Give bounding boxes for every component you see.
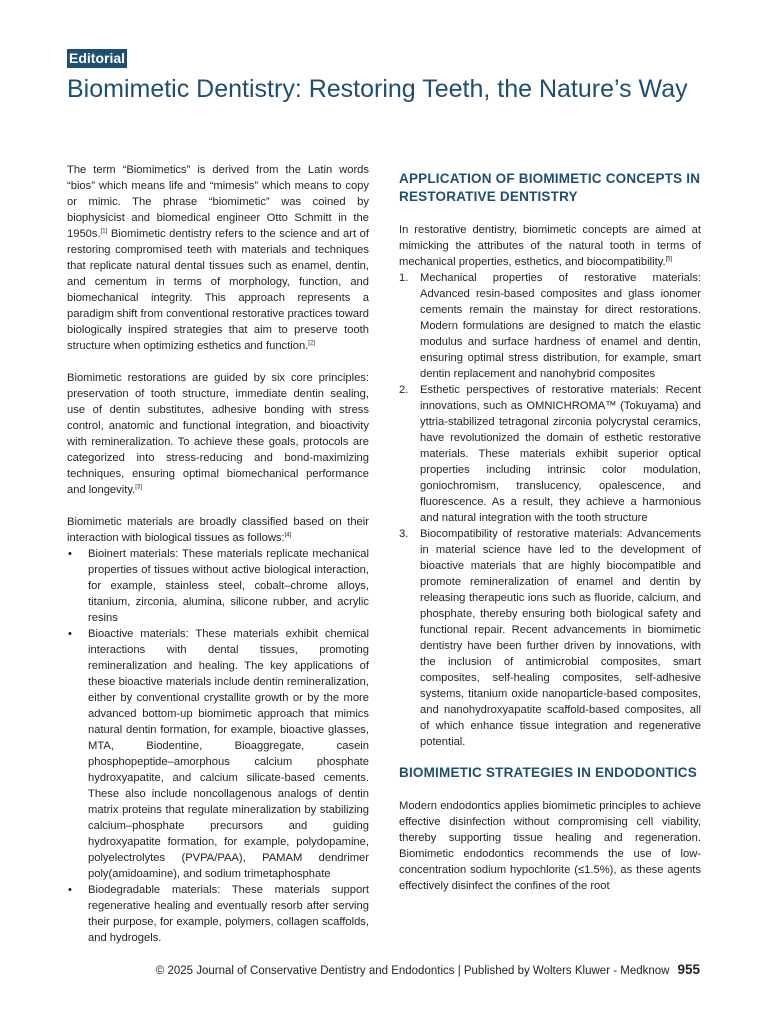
page-number: 955 (677, 962, 700, 977)
classification-paragraph (67, 514, 369, 546)
page-footer (0, 962, 700, 979)
intro-paragraph (67, 162, 369, 354)
item-text: Mechanical properties of restorative materials: Advanced resin-based composites and glass ionomer cements remain the mainstay for direct restorations. Modern formulations are designed to match the elastic modulus and surface hardness of enamel and dentin, ensuring optimal stress distribution, for example, smart dentin replacement and nanohybrid composites (420, 272, 701, 380)
bullet-marker: • (68, 548, 72, 560)
restorative-numbered-list (399, 270, 701, 750)
bullet-item-bioinert (67, 546, 369, 626)
item-text: Biocompatibility of restorative materials: Advancements in material science have led to the development of bioactive materials that are highly biocompatible and promote remineralization of enamel and dentin by releasing therapeutic ions such as fluoride, calcium, and phosphate, thereby ensuring both biological safety and functional repair. Recent advancements in biomimetic dentistry have been further driven by innovations, with the inclusion of antimicrobial composites, smart composites, self-healing composites, self-adhesive systems, titanium oxide nanoparticle-based composites, and nanohydroxyapatite scaffold-based composites, all of which enhance tissue integration and regenerative potential. (420, 528, 701, 748)
numbered-item-biocompatibility (399, 526, 701, 750)
right-column (399, 162, 701, 894)
restorative-intro-paragraph (399, 222, 701, 270)
bullet-item-biodegradable (67, 882, 369, 946)
materials-bullet-list (67, 546, 369, 946)
section-heading-restorative: APPLICATION OF BIOMIMETIC CONCEPTS IN RESTORATIVE DENTISTRY (399, 171, 701, 204)
item-text: Esthetic perspectives of restorative materials: Recent innovations, such as OMNICHROMA™ (Tokuyama) and yttria-stabilized tetragonal zirconia polycrystal ceramics, have revolutionized the domain of esthetic restorative materials. These materials exhibit superior optical properties including intrinsic color modulation, goniochromism, translucency, opalescence, and fluorescence. As a result, they achieve a harmonious and natural integration with the tooth structure (420, 384, 701, 524)
intro-text: The term “Biomimetics” is derived from the Latin words “bios” which means life and “mimesis” which means to copy or mimic. The phrase “biomimetic” was coined by biophysicist and biomedical engineer Otto Schmitt in the 1950s. (67, 164, 369, 240)
citation-ref: [5] (665, 256, 673, 263)
numbered-item-esthetic (399, 382, 701, 526)
item-number: 3. (399, 528, 409, 540)
bullet-text: Bioinert materials: These materials replicate mechanical properties of tissues without active biological interaction, for example, stainless steel, cobalt–chrome alloys, titanium, zirconia, alumina, silicone rubber, and acrylic resins (88, 548, 369, 624)
numbered-item-mechanical (399, 270, 701, 382)
left-column (67, 162, 369, 946)
item-number: 2. (399, 384, 409, 396)
citation-ref: [4] (284, 532, 292, 539)
bullet-marker: • (68, 628, 72, 640)
classification-text: Biomimetic materials are broadly classified based on their interaction with biological tissues as follows: (67, 516, 369, 544)
copyright-text: © 2025 Journal of Conservative Dentistry and Endodontics | Published by Wolters Kluwer - Medknow (155, 965, 670, 977)
item-number: 1. (399, 272, 409, 284)
bullet-text: Bioactive materials: These materials exhibit chemical interactions with dental tissues, promoting remineralization and healing. The key applications of these bioactive materials include dentin remineralization, either by conventional crystallite growth or by the more advanced bottom-up biomimetic approach that mimics natural dentin formation, for example, bioactive glasses, MTA, Biodentine, Bioaggregate, casein phosphopeptide–amorphous calcium phosphate hydroxyapatite, and calcium silicate-based cements. These also include noncollagenous analogs of dentin matrix proteins that regulate mineralization by stabilizing calcium–phosphate precursors and guiding hydroxyapatite formation, for example, polydopamine, polyelectrolytes (PVPA/PAA), PAMAM dendrimer poly(amidoamine), and sodium trimetaphosphate (88, 628, 369, 880)
principles-paragraph (67, 370, 369, 498)
bullet-marker: • (68, 884, 72, 896)
citation-ref: [1] (100, 228, 108, 235)
section-heading-endodontics: BIOMIMETIC STRATEGIES IN ENDODONTICS (399, 765, 697, 780)
restorative-intro-text: In restorative dentistry, biomimetic concepts are aimed at mimicking the attributes of the natural tooth in terms of mechanical properties, esthetics, and biocompatibility. (399, 224, 701, 268)
citation-ref: [2] (308, 340, 315, 347)
intro-text-continued: Biomimetic dentistry refers to the science and art of restoring compromised teeth with materials and techniques that replicate natural dental tissues such as enamel, dentin, and cementum in terms of morphology, function, and biomechanical integrity. This approach represents a paradigm shift from conventional restorative practices toward biologically inspired strategies that aim to preserve tooth structure when optimizing esthetics and function. (67, 228, 369, 352)
citation-ref: [3] (135, 484, 142, 491)
endodontics-paragraph: Modern endodontics applies biomimetic principles to achieve effective disinfection without compromising cell viability, thereby supporting tissue healing and regeneration. Biomimetic endodontics recommends the use of low-concentration sodium hypochlorite (≤1.5%), as these agents effectively disinfect the confines of the root (399, 800, 701, 892)
article-title: Biomimetic Dentistry: Restoring Teeth, the Nature’s Way (67, 75, 688, 103)
bullet-item-bioactive (67, 626, 369, 882)
bullet-text: Biodegradable materials: These materials support regenerative healing and eventually resorb after serving their purpose, for example, polymers, collagen scaffolds, and hydrogels. (88, 884, 369, 944)
section-tag: Editorial (69, 50, 126, 66)
principles-text: Biomimetic restorations are guided by six core principles: preservation of tooth structure, immediate dentin sealing, use of dentin substitutes, adhesive bonding with stress control, anatomic and functional integration, and bioactivity with remineralization. To achieve these goals, protocols are categorized into stress-reducing and bond-maximizing techniques, ensuring optimal biomechanical performance and longevity. (67, 372, 369, 496)
